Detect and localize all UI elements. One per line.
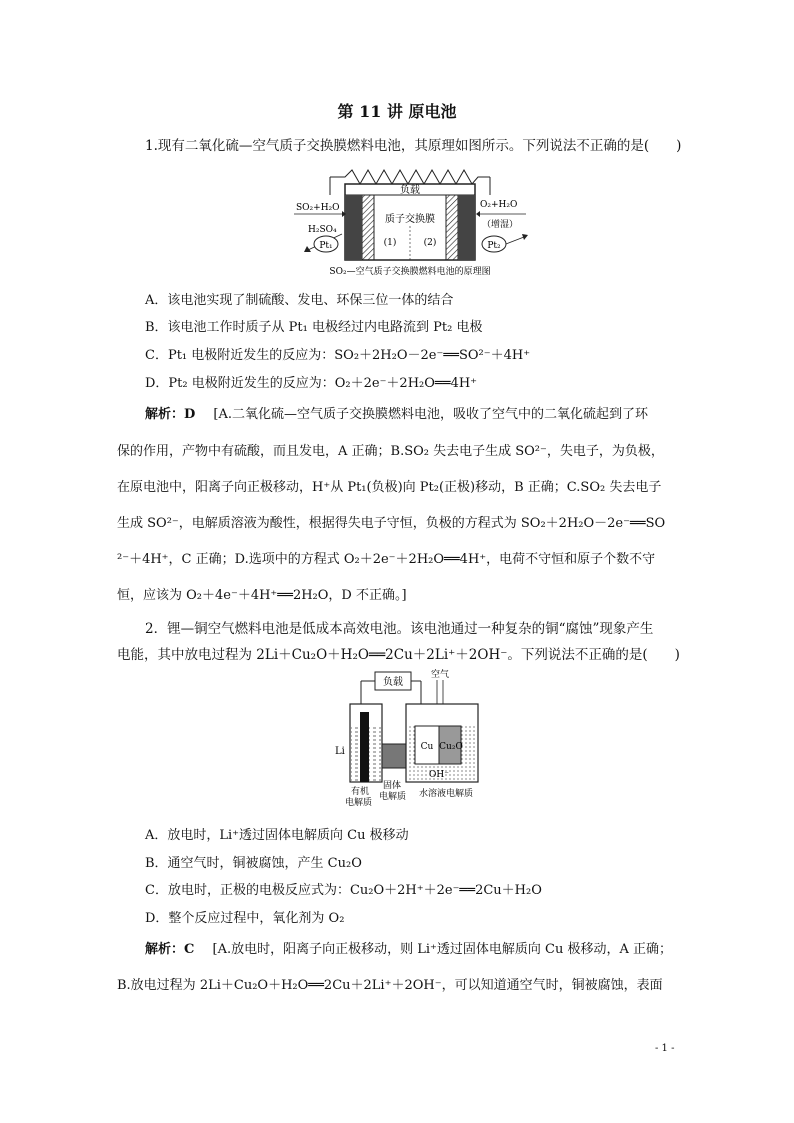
solid-electrolyte	[382, 744, 406, 768]
left-electrode	[362, 195, 374, 260]
left-in-label: SO₂+H₂O	[296, 203, 340, 213]
cu-label: Cu	[420, 742, 434, 752]
q2-analysis-line-2: B.放电过程为 2Li＋Cu₂O＋H₂O══2Cu＋2Li⁺＋2OH⁻，可以知道通空气时，铜被腐蚀，表面	[117, 978, 663, 993]
q1-analysis-line-5: ²⁻＋4H⁺，C 正确；D.选项中的方程式 O₂＋2e⁻＋2H₂O══4H⁺，电荷不守恒和原子个数不守	[117, 552, 656, 567]
page-title: 第 11 讲 原电池	[337, 102, 457, 121]
right-in-label: O₂+H₂O	[480, 200, 518, 210]
q2-option-c: C．放电时，正极的电极反应式为：Cu₂O＋2H⁺＋2e⁻══2Cu＋H₂O	[145, 883, 542, 898]
q1-answer-label: 解析：D	[145, 407, 196, 422]
page-number: - 1 -	[655, 1043, 675, 1054]
li-electrode	[360, 712, 369, 782]
solid-label-1: 固体	[383, 781, 402, 791]
solid-label-2: 电解质	[379, 792, 407, 802]
q1-option-a: A．该电池实现了制硫酸、发电、环保三位一体的结合	[145, 293, 454, 308]
right-electrode	[446, 195, 458, 260]
region2-label: (2)	[423, 238, 437, 248]
q1-analysis-line-4: 生成 SO²⁻，电解质溶液为酸性，根据得失电子守恒，负极的方程式为 SO₂＋2H₂O－2e⁻══SO	[117, 516, 666, 531]
load-label-2: 负载	[383, 677, 403, 688]
oh-label: OH⁻	[429, 770, 449, 780]
q2-option-a: A．放电时，Li⁺透过固体电解质向 Cu 极移动	[145, 828, 409, 843]
q2-stem-line-1: 2．锂—铜空气燃料电池是低成本高效电池。该电池通过一种复杂的铜“腐蚀”现象产生	[145, 621, 654, 637]
organic-label-2: 电解质	[345, 798, 373, 808]
air-label: 空气	[431, 670, 450, 680]
q2-answer-label: 解析：C	[145, 942, 195, 957]
q1-option-b: B．该电池工作时质子从 Pt₁ 电极经过内电路流到 Pt₂ 电极	[145, 320, 483, 335]
pt2-label: Pt₂	[487, 241, 501, 251]
resistor-wire	[330, 170, 490, 184]
q1-stem: 1.现有二氧化硫—空气质子交换膜燃料电池，其原理如图所示。下列说法不正确的是( )	[145, 138, 682, 154]
region1-label: (1)	[383, 238, 397, 248]
q2-figure	[325, 666, 495, 808]
q2-option-d: D．整个反应过程中，氧化剂为 O₂	[145, 911, 345, 926]
q2-stem-line-2: 电能，其中放电过程为 2Li＋Cu₂O＋H₂O══2Cu＋2Li⁺＋2OH⁻。下列说法不正确的是( )	[117, 647, 680, 663]
figure-caption: SO₂—空气质子交换膜燃料电池的原理图	[329, 267, 491, 277]
li-label: Li	[335, 746, 345, 757]
q1-figure	[290, 162, 530, 278]
cu2o-label: Cu₂O	[439, 742, 463, 752]
right-note-label: （增湿）	[482, 220, 519, 230]
q1-analysis-line-1: [A.二氧化硫—空气质子交换膜燃料电池，吸收了空气中的二氧化硫起到了环	[213, 407, 649, 422]
organic-label-1: 有机	[351, 787, 370, 797]
q1-analysis-line-2: 保的作用，产物中有硫酸，而且发电，A 正确；B.SO₂ 失去电子生成 SO²⁻，失电子，为负极，	[117, 444, 664, 459]
q2-option-b: B．通空气时，铜被腐蚀，产生 Cu₂O	[145, 856, 362, 871]
load-label: 负载	[400, 185, 420, 196]
q1-option-d: D．Pt₂ 电极附近发生的反应为：O₂＋2e⁻＋2H₂O══4H⁺	[145, 376, 478, 391]
q1-option-c: C．Pt₁ 电极附近发生的反应为：SO₂＋2H₂O－2e⁻══SO²⁻＋4H⁺	[145, 348, 531, 363]
q1-analysis-line-3: 在原电池中，阳离子向正极移动，H⁺从 Pt₁(负极)向 Pt₂(正极)移动，B 正确；C.SO₂ 失去电子	[117, 480, 662, 495]
q2-analysis-line-1: [A.放电时，阳离子向正极移动，则 Li⁺透过固体电解质向 Cu 极移动，A 正确；	[212, 942, 672, 957]
membrane-label: 质子交换膜	[385, 214, 435, 225]
q1-analysis-line-6: 恒，应该为 O₂＋4e⁻＋4H⁺══2H₂O，D 不正确。]	[117, 588, 407, 603]
left-out-label: H₂SO₄	[308, 225, 337, 235]
aqueous-label: 水溶液电解质	[419, 789, 474, 799]
pt1-label: Pt₁	[319, 241, 333, 251]
